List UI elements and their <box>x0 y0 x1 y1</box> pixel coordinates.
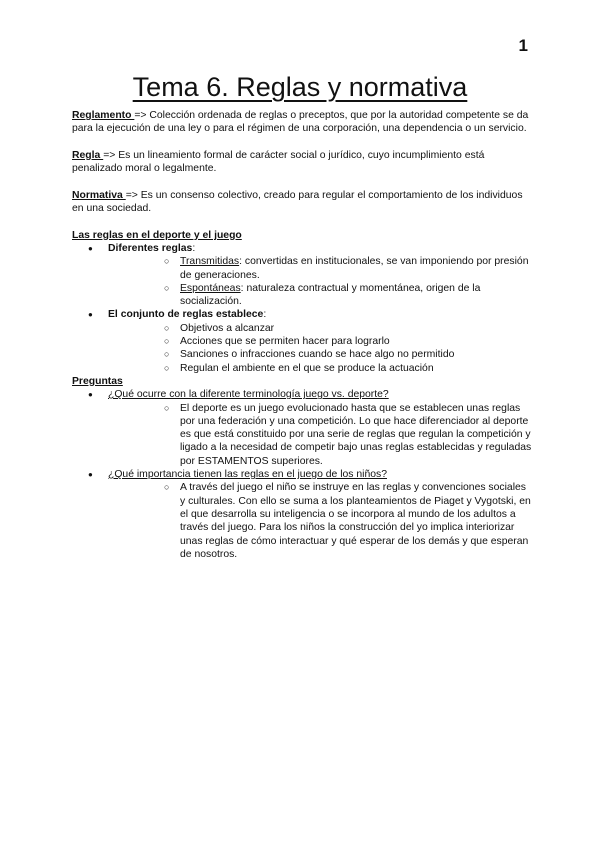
definition-text: => Colección ordenada de reglas o preceptos, que por la autoridad competente se da para la ejecución de una ley o para el régimen de una corporación, una dependencia o un servicio. <box>72 110 529 135</box>
questions-list <box>72 388 534 561</box>
definition-regla <box>72 149 534 176</box>
definition-term: Normativa <box>72 189 126 201</box>
list-item <box>108 282 534 309</box>
bullet-label: El conjunto de reglas establece <box>108 309 264 321</box>
bullet-suffix: : <box>192 242 196 254</box>
answer-text: ○ A través del juego el niño se instruye en las reglas y convenciones sociales y culturales. Con ello se suma a los planteamientos de Piaget y Vygotski, en el que desarrolla su inteligencia o se incorpora al mundo de los adultos a través del juego. Para los niños la construcción del yo implica interiorizar unas reglas de cómo interactuar y qué esperar de los demás y que esperan de nosotros. <box>108 481 534 561</box>
sub-text: : convertidas en institucionales, se van imponiendo por presión de generaciones. <box>180 256 529 281</box>
section-heading-reglas: Las reglas en el deporte y el juego <box>72 229 242 241</box>
list-item <box>108 255 534 282</box>
definition-reglamento <box>72 109 534 136</box>
list-item: ○ Acciones que se permiten hacer para lograrlo <box>108 335 534 348</box>
sub-text: : naturaleza contractual y momentánea, origen de la socialización. <box>180 282 481 308</box>
page-number: 1 <box>518 36 528 55</box>
sublist <box>144 255 534 308</box>
bullet-label: Diferentes reglas <box>108 242 193 254</box>
list-item: ○ Regulan el ambiente en el que se produce la actuación <box>108 362 534 375</box>
question-text: ¿Qué ocurre con la diferente terminología juego vs. deporte? <box>108 389 389 401</box>
question-item <box>72 468 534 561</box>
rules-list <box>72 242 534 375</box>
document-body <box>72 109 534 561</box>
sublist <box>144 322 534 375</box>
list-item <box>72 308 534 374</box>
definition-text: => Es un consenso colectivo, creado para regular el comportamiento de los individuos en una sociedad. <box>72 189 523 215</box>
list-item: ○ Sanciones o infracciones cuando se hace algo no permitido <box>108 348 534 361</box>
answer-list <box>144 402 534 468</box>
list-item <box>72 242 534 308</box>
sub-term: Espontáneas <box>180 282 241 294</box>
definition-term: Regla <box>72 149 104 161</box>
definition-normativa <box>72 189 534 216</box>
answer-text: ○ El deporte es un juego evolucionado hasta que se establecen unas reglas por una federación y una competición. Lo que hace diferenciador al deporte es que está constituido por una serie de reglas que regulan la competición y ligado a la necesidad de competir bajo unas reglas establecidas y reguladas por ESTAMENTOS superiores. <box>108 402 534 468</box>
question-item <box>72 388 534 468</box>
question-text: ¿Qué importancia tienen las reglas en el juego de los niños? <box>108 469 387 481</box>
definition-term: Reglamento <box>72 110 135 121</box>
section-heading-preguntas: Preguntas <box>72 375 123 387</box>
definition-text: => Es un lineamiento formal de carácter social o jurídico, cuyo incumplimiento está penalizado moral o legalmente. <box>72 149 485 175</box>
page-title: Tema 6. Reglas y normativa <box>132 72 468 102</box>
answer-list <box>144 481 534 561</box>
sub-term: Transmitidas <box>180 256 240 268</box>
list-item: ○ Objetivos a alcanzar <box>108 322 534 335</box>
bullet-suffix: : <box>263 309 267 321</box>
